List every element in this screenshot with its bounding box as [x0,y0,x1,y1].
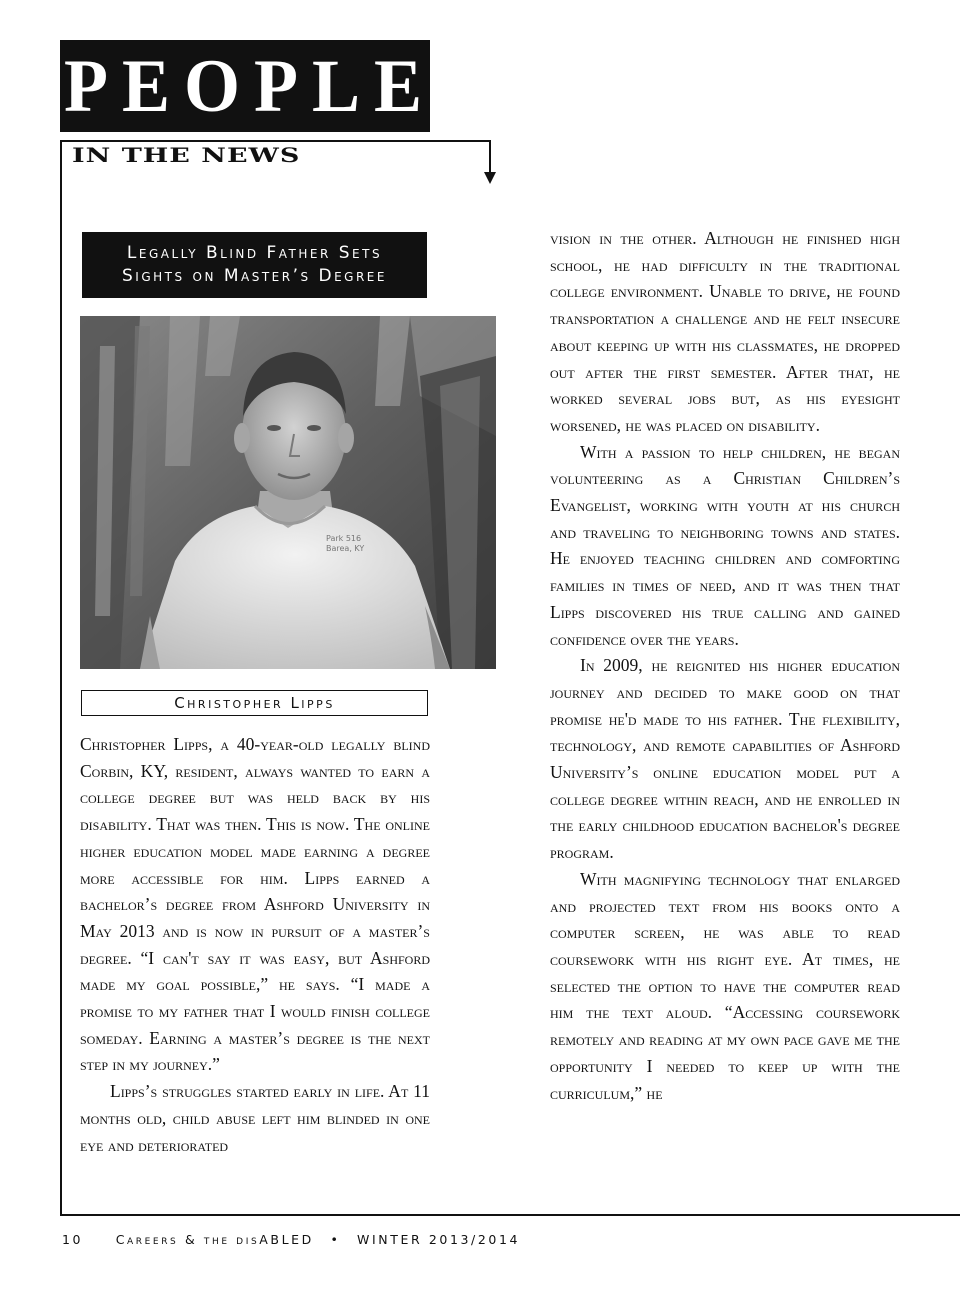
article-paragraph: vision in the other. Although he finished high school, he had difficulty in the traditional college environment. Unable to drive, he found transportation a challenge and he felt insecure about keeping up with his classmates, he dropped out after the first semester. After that, he worked several jobs but, as his eyesight worsened, he was placed on disability. [550,228,900,435]
page-footer [62,1232,520,1247]
page-number: 10 [62,1232,84,1247]
publication-name: Careers & the disABLED [115,1232,314,1247]
article-paragraph: Christopher Lipps, a 40-year-old legally blind Corbin, KY, resident, always wanted to earn a college degree but was held back by his disability. That was then. This is now. The online higher education model made earning a degree more accessible for him. Lipps earned a bachelor’s degree from Ashford University in May 2013 and is now in pursuit of a master’s degree. “I can't say it was easy, but Ashford made my goal possible,” he says. “I made a promise to my father that I would finish college someday. Earning a master’s degree is the next step in my journey.” [80,734,430,1075]
svg-text:Park 516: Park 516 [326,534,362,543]
article-column-left [80,731,430,1158]
frame-top-line [60,140,490,142]
article-paragraph: With magnifying technology that enlarged and projected text from his books onto a computer screen, he was able to read coursework with his right eye. At times, he selected the option to have the computer read him the text aloud. “Accessing coursework remotely and reading at my own pace gave me the opportunity I needed to keep up with the curriculum,” he [550,868,900,1103]
article-paragraph: Lipps’s struggles started early in life. At 11 months old, child abuse left him blinded in one eye and deteriorated [80,1081,430,1155]
frame-left-line [60,140,62,1216]
article-headline [82,232,427,298]
svg-text:Barea, KY: Barea, KY [326,544,365,553]
headline-line-2: Sights on Master’s Degree [122,266,387,286]
article-paragraph: With a passion to help children, he began volunteering as a Christian Children’s Evangelist, working with youth at his church and traveling to neighboring towns and states. He enjoyed teaching children and comforting families in times of need, and it was then that Lipps discovered his true calling and gained confidence over the years. [550,441,900,649]
article-photo [80,316,496,669]
headline-line-1: Legally Blind Father Sets [126,243,383,263]
masthead [60,40,437,132]
article-paragraph: In 2009, he reignited his higher education journey and decided to make good on that promise he'd made to his father. The flexibility, technology, and remote capabilities of Ashford University’s online education model put a college degree within reach, and he enrolled in the early childhood education bachelor's degree program. [550,655,900,863]
portrait-illustration [80,316,496,669]
masthead-title: PEOPLE [63,44,437,128]
article-column-right [550,225,900,1106]
photo-caption: Christopher Lipps [81,690,428,716]
arrow-down-icon [484,172,496,184]
frame-right-line [489,140,491,176]
footer-separator: • [330,1232,341,1247]
issue-label: WINTER 2013/2014 [357,1232,521,1247]
masthead-subtitle: IN THE NEWS [72,144,301,167]
frame-bottom-line [60,1214,960,1216]
